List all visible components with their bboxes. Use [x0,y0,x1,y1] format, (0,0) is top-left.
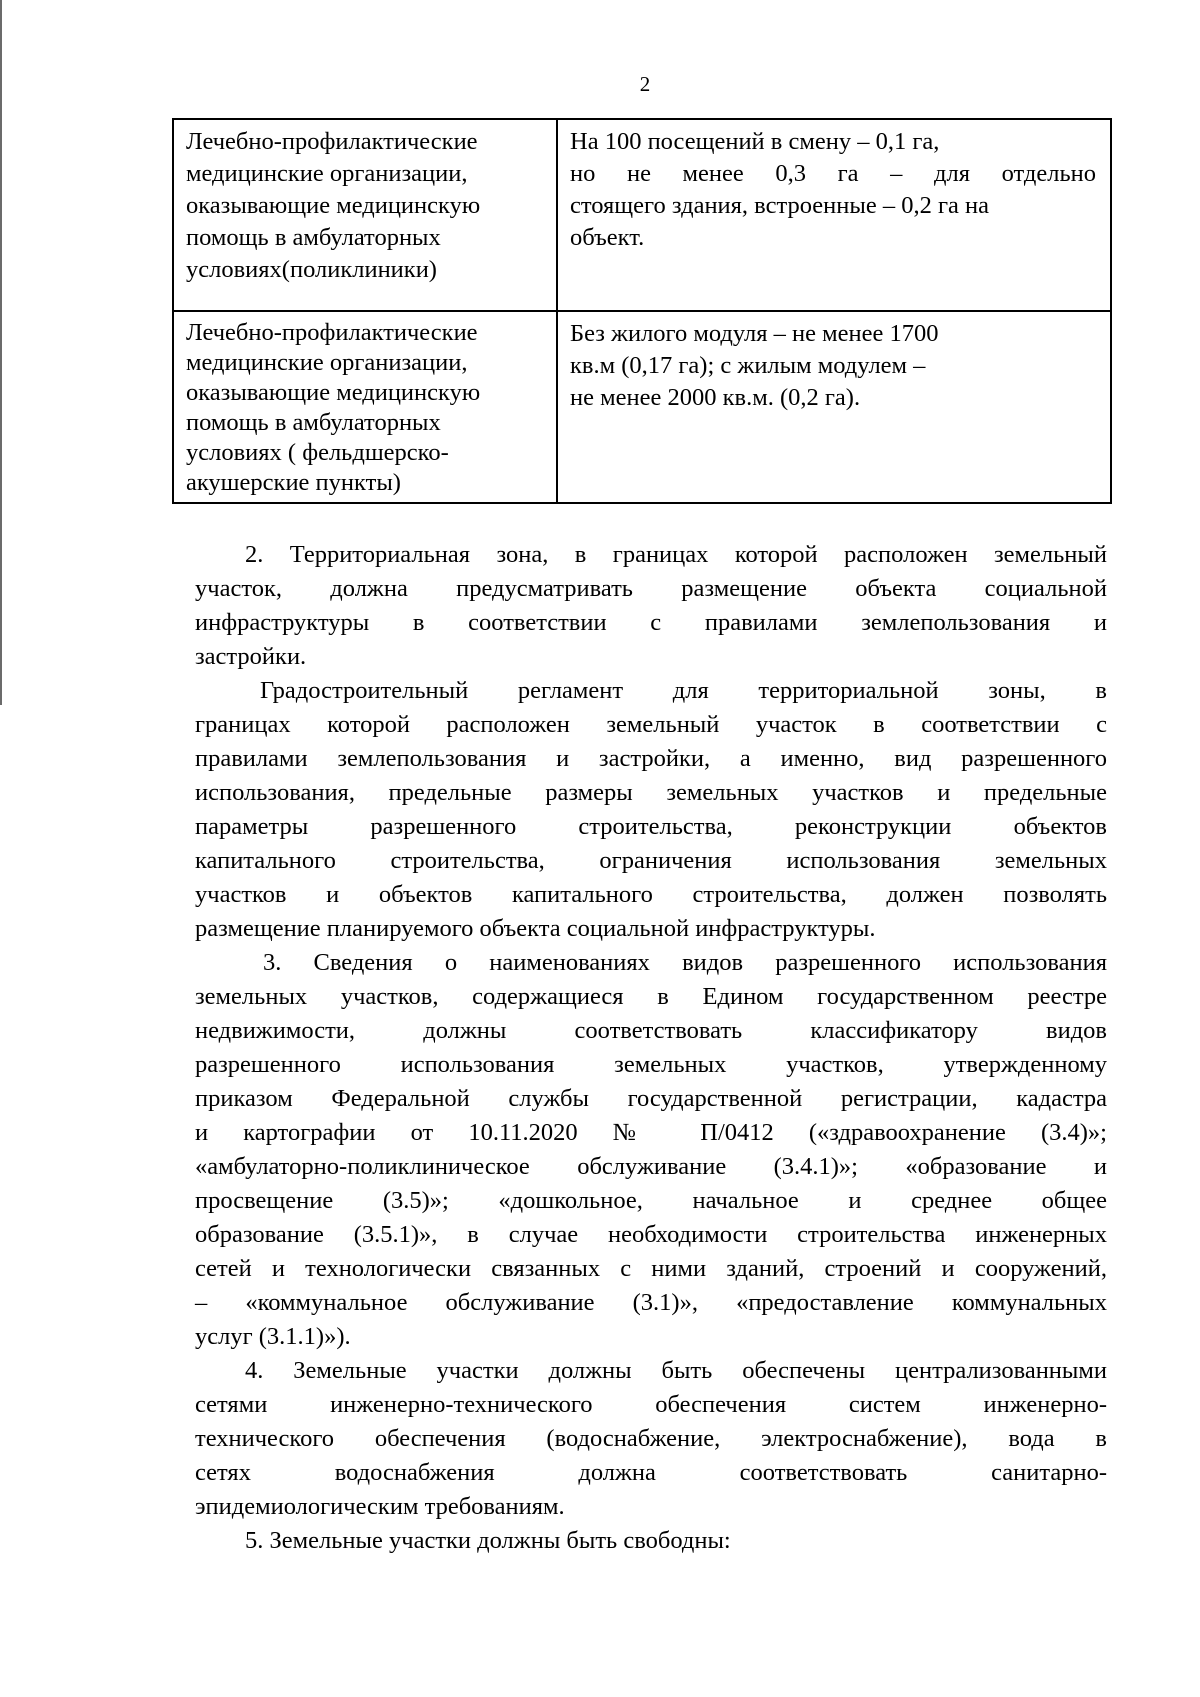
text-line: Градостроительный регламент для территориальной зоны, в [260,677,1107,704]
document-body [195,538,1107,1558]
text-line: границах которой расположен земельный участок в соответствии с [195,711,1107,738]
table-cell-land-norm [557,119,1111,311]
text-line: правилами землепользования и застройки, а именно, вид разрешенного [195,745,1107,772]
text-line: и картографии от 10.11.2020 № П/0412 («здравоохранение (3.4)»; [195,1119,1107,1146]
table-row [173,311,1111,503]
text-line: использования, предельные размеры земельных участков и предельные [195,779,1107,806]
cell-line: Без жилого модуля – не менее 1700 [570,320,939,347]
text-line: образование (3.5.1)», в случае необходимости строительства инженерных [195,1221,1107,1248]
text-line: капитального строительства, ограничения использования земельных [195,847,1107,874]
cell-line: условиях(поликлиники) [186,256,437,283]
text-line: участков и объектов капитального строительства, должен позволять [195,881,1107,908]
paragraph-3 [195,946,1107,1354]
cell-line: не менее 2000 кв.м. (0,2 га). [570,384,861,411]
text-line: услуг (3.1.1)»). [195,1323,351,1350]
paragraph-2 [195,538,1107,674]
cell-line: медицинские организации, [186,349,468,376]
cell-line: Лечебно-профилактические [186,128,478,155]
text-line: сетями инженерно-технического обеспечения систем инженерно- [195,1391,1107,1418]
text-line: «амбулаторно-поликлиническое обслуживание (3.4.1)»; «образование и [195,1153,1107,1180]
text-line: разрешенного использования земельных участков, утвержденному [195,1051,1107,1078]
text-line: 4. Земельные участки должны быть обеспечены централизованными [245,1357,1107,1384]
text-line: земельных участков, содержащиеся в Едином государственном реестре [195,983,1107,1010]
text-line: 5. Земельные участки должны быть свободны: [245,1527,731,1554]
text-line: застройки. [195,643,307,670]
text-line: недвижимости, должны соответствовать классификатору видов [195,1017,1107,1044]
text-line: параметры разрешенного строительства, реконструкции объектов [195,813,1107,840]
cell-line: Лечебно-профилактические [186,319,478,346]
table-cell-land-norm [557,311,1111,503]
text-line: – «коммунальное обслуживание (3.1)», «предоставление коммунальных [195,1289,1107,1316]
text-line: 3. Сведения о наименованиях видов разрешенного использования [263,949,1107,976]
cell-line: акушерские пункты) [186,469,401,496]
cell-line: помощь в амбулаторных [186,409,441,436]
cell-line: помощь в амбулаторных [186,224,441,251]
paragraph-4 [195,1354,1107,1524]
cell-line: кв.м (0,17 га); с жилым модулем – [570,352,926,379]
text-line: инфраструктуры в соответствии с правилами землепользования и [195,609,1107,636]
text-line: участок, должна предусматривать размещение объекта социальной [195,575,1107,602]
paragraph-5 [195,1524,1107,1558]
table-cell-facility-type [173,119,557,311]
text-line: просвещение (3.5)»; «дошкольное, начальное и среднее общее [195,1187,1107,1214]
table-cell-facility-type [173,311,557,503]
cell-line: На 100 посещений в смену – 0,1 га, [570,128,940,155]
text-line: размещение планируемого объекта социальной инфраструктуры. [195,915,876,942]
cell-line: оказывающие медицинскую [186,379,481,406]
requirements-table [172,118,1112,504]
scan-edge-rule [0,0,2,705]
cell-line: условиях ( фельдшерско- [186,439,449,466]
text-line: технического обеспечения (водоснабжение, электроснабжение), вода в [195,1425,1107,1452]
text-line: 2. Территориальная зона, в границах которой расположен земельный [245,541,1107,568]
text-line: сетях водоснабжения должна соответствовать санитарно- [195,1459,1107,1486]
cell-line: объект. [570,224,645,251]
table-row [173,119,1111,311]
paragraph-2-regulation [195,674,1107,946]
cell-line: но не менее 0,3 га – для отдельно [570,160,1096,187]
cell-line: медицинские организации, [186,160,468,187]
text-line: приказом Федеральной службы государственной регистрации, кадастра [195,1085,1107,1112]
text-line: сетей и технологически связанных с ними зданий, строений и сооружений, [195,1255,1107,1282]
page-number: 2 [639,72,651,96]
cell-line: стоящего здания, встроенные – 0,2 га на [570,192,990,219]
text-line: эпидемиологическим требованиям. [195,1493,565,1520]
cell-line: оказывающие медицинскую [186,192,481,219]
